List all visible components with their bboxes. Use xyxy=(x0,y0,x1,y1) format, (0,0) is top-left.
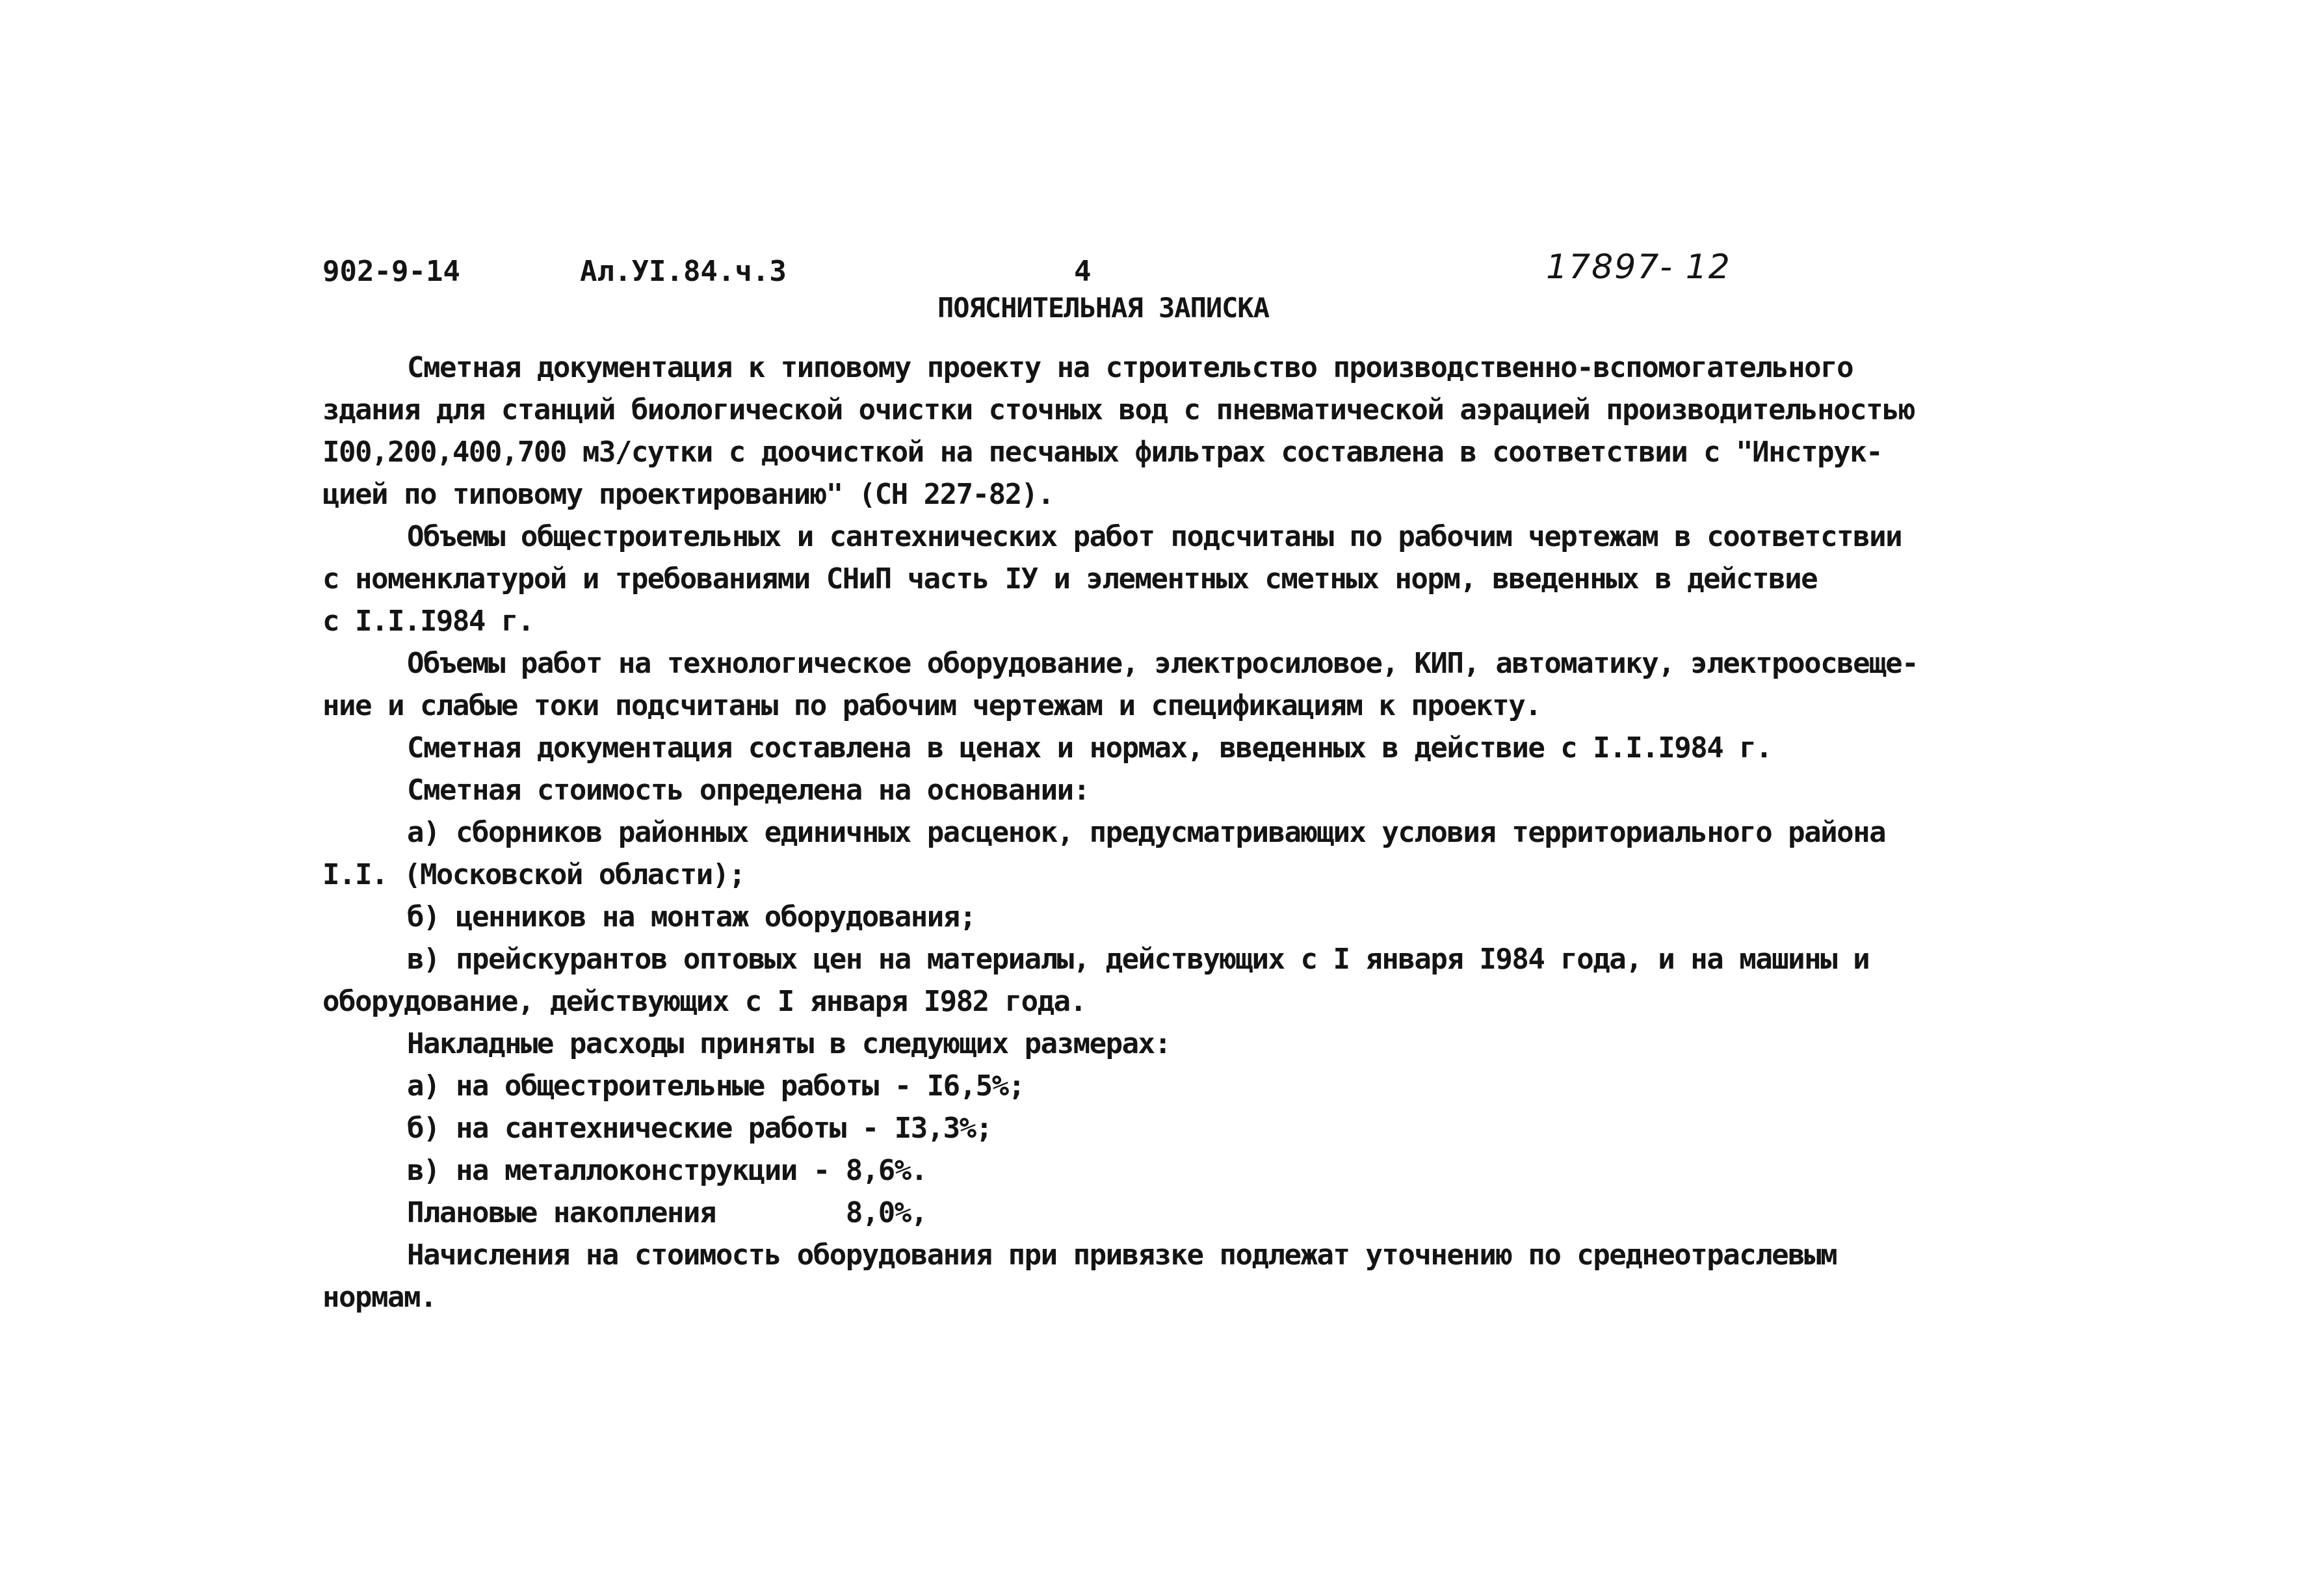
text-line: б) ценников на монтаж оборудования; xyxy=(407,900,976,934)
text-line: нормам. xyxy=(322,1281,436,1314)
album-reference: Ал.УI.84.ч.3 xyxy=(580,255,787,288)
text-line: ние и слабые токи подсчитаны по рабочим чертежам и спецификациям к проекту. xyxy=(322,689,1541,722)
project-code: 902-9-14 xyxy=(322,255,460,288)
text-line: оборудование, действующих с I января I982 года. xyxy=(322,985,1086,1018)
text-line: здания для станций биологической очистки сточных вод с пневматической аэрацией производительностью xyxy=(322,393,1915,426)
text-line: I.I. (Московской области); xyxy=(322,858,745,891)
inventory-number: 17897- 12 xyxy=(1546,248,1731,287)
text-line: Начисления на стоимость оборудования при привязке подлежат уточнению по среднеотраслевым xyxy=(407,1238,1837,1272)
document-title: ПОЯСНИТЕЛЬНАЯ ЗАПИСКА xyxy=(937,292,1270,324)
planned-savings-label: Плановые накопления xyxy=(407,1196,716,1229)
planned-savings-value: 8,0%, xyxy=(845,1196,927,1229)
text-line: цией по типовому проектированию" (СН 227-82). xyxy=(322,478,1054,511)
text-line: с I.I.I984 г. xyxy=(322,605,534,638)
text-line: с номенклатурой и требованиями СНиП часть IУ и элементных сметных норм, введенных в действие xyxy=(322,562,1818,595)
text-line: Сметная документация составлена в ценах и нормах, введенных в действие с I.I.I984 г. xyxy=(407,731,1772,765)
page-number: 4 xyxy=(1074,255,1092,288)
text-line: в) прейскурантов оптовых цен на материалы, действующих с I января I984 года, и на машины и xyxy=(407,943,1870,976)
text-line: а) на общестроительные работы - I6,5%; xyxy=(407,1069,1025,1103)
planned-savings-line xyxy=(322,1192,2013,1234)
text-line: Сметная стоимость определена на основании: xyxy=(407,774,1090,807)
text-line: в) на металлоконструкции - 8,6%. xyxy=(407,1154,927,1187)
document-body xyxy=(322,347,2013,1318)
text-line: Объемы общестроительных и сантехнических работ подсчитаны по рабочим чертежам в соответствии xyxy=(407,520,1902,553)
text-line: Объемы работ на технологическое оборудование, электросиловое, КИП, автоматику, электроосвеще- xyxy=(407,647,1918,680)
text-line: Сметная документация к типовому проекту на строительство производственно-вспомогательного xyxy=(407,351,1853,384)
text-line: б) на сантехнические работы - I3,3%; xyxy=(407,1112,992,1145)
text-line: I00,200,400,700 м3/сутки с доочисткой на песчаных фильтрах составлена в соответствии с "Инструк- xyxy=(322,436,1883,469)
text-line: Накладные расходы приняты в следующих размерах: xyxy=(407,1027,1171,1060)
text-line: а) сборников районных единичных расценок, предусматривающих условия территориального района xyxy=(407,816,1886,849)
